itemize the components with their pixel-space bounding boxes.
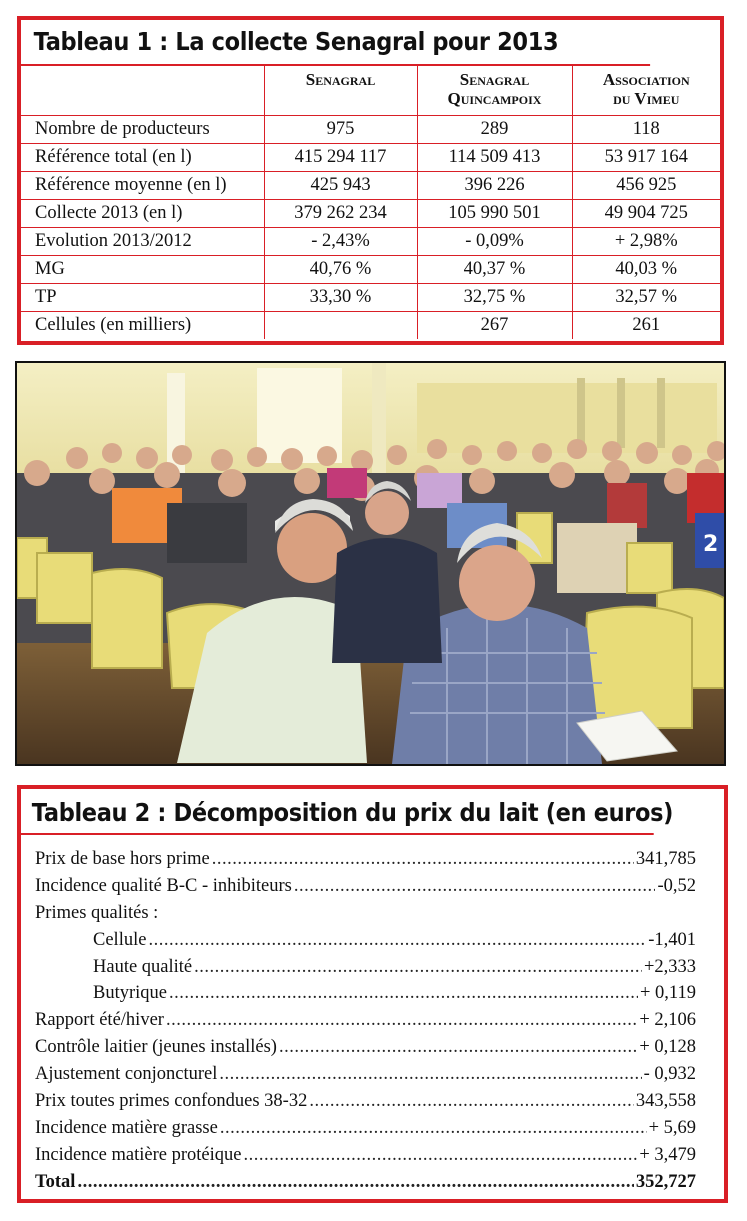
table-row — [21, 200, 720, 228]
jersey-number: 2 — [703, 532, 719, 557]
cell: 32,75 % — [417, 284, 572, 312]
item-value: + 3,479 — [639, 1144, 696, 1165]
dot-leader — [148, 930, 646, 951]
row-label: Nombre de producteurs — [21, 116, 264, 144]
total-label: Total — [35, 1171, 76, 1192]
cell: 415 294 117 — [264, 144, 417, 172]
cell: 33,30 % — [264, 284, 417, 312]
cell: 975 — [264, 116, 417, 144]
table1-col-header — [417, 66, 572, 116]
dot-leader — [220, 1118, 647, 1139]
col-header-line1: Senagral — [305, 70, 376, 89]
dot-leader — [212, 849, 634, 870]
table2-list — [35, 849, 696, 1199]
total-value: 352,727 — [635, 1171, 696, 1192]
item-label: Primes qualités : — [35, 902, 159, 923]
dot-leader — [166, 1010, 637, 1031]
cell: + 2,98% — [572, 228, 720, 256]
row-label: Evolution 2013/2012 — [21, 228, 264, 256]
item-value: - 0,932 — [643, 1064, 696, 1085]
table1-grid — [21, 66, 720, 339]
table-row — [21, 312, 720, 340]
item-label: Contrôle laitier (jeunes installés) — [35, 1037, 277, 1058]
item-label: Prix toutes primes confondues 38-32 — [35, 1091, 308, 1112]
row-label: MG — [21, 256, 264, 284]
dot-leader — [294, 876, 656, 897]
cell: 32,57 % — [572, 284, 720, 312]
col-header-line2: Quincampoix — [447, 89, 542, 108]
cell: 114 509 413 — [417, 144, 572, 172]
cell: 105 990 501 — [417, 200, 572, 228]
list-item — [35, 957, 696, 984]
table2-panel — [17, 785, 728, 1203]
cell: 40,03 % — [572, 256, 720, 284]
item-label: Incidence qualité B-C - inhibiteurs — [35, 875, 292, 896]
col-header-line1: Senagral — [459, 70, 530, 89]
item-value: -0,52 — [657, 875, 696, 896]
cell: 425 943 — [264, 172, 417, 200]
table-row — [21, 172, 720, 200]
table1-col-header — [264, 66, 417, 116]
cell: 40,76 % — [264, 256, 417, 284]
cell: 456 925 — [572, 172, 720, 200]
meeting-photo — [15, 361, 726, 766]
dot-leader — [279, 1037, 637, 1058]
table1-panel — [17, 16, 724, 345]
cell: - 0,09% — [417, 228, 572, 256]
total-row — [35, 1172, 696, 1199]
dot-leader — [309, 1091, 634, 1112]
item-label: Butyrique — [93, 983, 167, 1004]
dot-leader — [77, 1172, 633, 1193]
cell: 40,37 % — [417, 256, 572, 284]
cell: 379 262 234 — [264, 200, 417, 228]
list-item — [35, 1145, 696, 1172]
table-row — [21, 116, 720, 144]
table1-header-row — [21, 66, 720, 116]
item-value: + 2,106 — [639, 1010, 696, 1031]
table2-title: Tableau 2 : Décomposition du prix du lait (en euros) — [21, 789, 654, 835]
meeting-photo-illustration — [17, 363, 724, 764]
row-label: Collecte 2013 (en l) — [21, 200, 264, 228]
table-row — [21, 144, 720, 172]
list-item — [35, 930, 696, 957]
table1-col-header — [572, 66, 720, 116]
dot-leader — [219, 1064, 641, 1085]
item-value: +2,333 — [643, 956, 696, 977]
row-label: Référence total (en l) — [21, 144, 264, 172]
list-item — [35, 983, 696, 1010]
list-item — [35, 849, 696, 876]
dot-leader — [169, 983, 638, 1004]
item-value: 343,558 — [635, 1091, 696, 1112]
item-label: Incidence matière grasse — [35, 1117, 218, 1138]
cell: 267 — [417, 312, 572, 340]
dot-leader — [243, 1145, 637, 1166]
cell: - 2,43% — [264, 228, 417, 256]
row-label: Cellules (en milliers) — [21, 312, 264, 340]
row-label: TP — [21, 284, 264, 312]
item-label: Haute qualité — [93, 956, 193, 977]
cell — [264, 312, 417, 340]
list-item — [35, 903, 696, 930]
cell: 118 — [572, 116, 720, 144]
table-row — [21, 284, 720, 312]
item-label: Cellule — [93, 929, 147, 950]
cell: 49 904 725 — [572, 200, 720, 228]
list-item — [35, 1037, 696, 1064]
table1-title: Tableau 1 : La collecte Senagral pour 2013 — [21, 20, 650, 66]
list-item — [35, 1010, 696, 1037]
item-value: -1,401 — [648, 929, 696, 950]
list-item — [35, 1118, 696, 1145]
item-value: 341,785 — [635, 849, 696, 869]
item-label: Prix de base hors prime — [35, 849, 210, 869]
cell: 289 — [417, 116, 572, 144]
table1-corner — [21, 66, 264, 116]
cell: 53 917 164 — [572, 144, 720, 172]
col-header-line2: du Vimeu — [613, 89, 680, 108]
cell: 396 226 — [417, 172, 572, 200]
item-value: + 0,128 — [639, 1037, 696, 1058]
table-row — [21, 228, 720, 256]
table-row — [21, 256, 720, 284]
item-label: Ajustement conjoncturel — [35, 1064, 218, 1085]
list-item — [35, 876, 696, 903]
list-item — [35, 1091, 696, 1118]
item-label: Rapport été/hiver — [35, 1010, 164, 1031]
item-value: + 0,119 — [640, 983, 696, 1004]
item-label: Incidence matière protéique — [35, 1144, 242, 1165]
row-label: Référence moyenne (en l) — [21, 172, 264, 200]
col-header-line1: Association — [602, 70, 690, 89]
dot-leader — [194, 957, 642, 978]
cell: 261 — [572, 312, 720, 340]
list-item — [35, 1064, 696, 1091]
item-value: + 5,69 — [648, 1117, 696, 1138]
